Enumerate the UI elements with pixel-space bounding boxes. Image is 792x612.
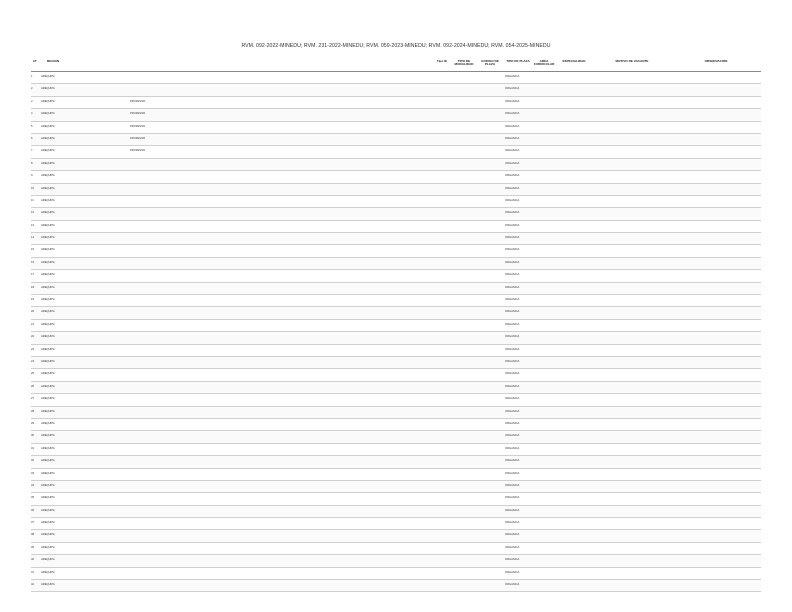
cell-cargo: PROFESOR	[130, 112, 146, 116]
table-row	[31, 481, 761, 493]
table-row	[31, 493, 761, 505]
cell-region: AREQUIPA	[41, 384, 55, 388]
table-row	[31, 394, 761, 406]
cell-tplaza: ORGANICA	[505, 260, 520, 264]
cell-n: 8	[31, 161, 33, 165]
table-row	[31, 233, 761, 245]
cell-n: 7	[31, 149, 33, 153]
cell-region: AREQUIPA	[41, 397, 55, 401]
vacancy-table	[31, 58, 761, 592]
cell-region: AREQUIPA	[41, 570, 55, 574]
cell-region: AREQUIPA	[41, 545, 55, 549]
cell-region: AREQUIPA	[41, 558, 55, 562]
cell-n: 16	[31, 260, 34, 264]
cell-n: 29	[31, 421, 34, 425]
cell-tplaza: ORGANICA	[505, 359, 520, 363]
header-cell: REGION	[46, 59, 60, 63]
cell-tplaza: ORGANICA	[505, 335, 520, 339]
cell-region: AREQUIPA	[41, 409, 55, 413]
table-row	[31, 221, 761, 233]
cell-tplaza: ORGANICA	[505, 459, 520, 463]
header-cell: TIPO DE MODALIDAD	[454, 59, 474, 67]
cell-region: AREQUIPA	[41, 483, 55, 487]
cell-tplaza: ORGANICA	[505, 298, 520, 302]
header-cell: CODIGO DE PLAZA	[481, 59, 499, 67]
cell-tplaza: ORGANICA	[505, 236, 520, 240]
table-row	[31, 419, 761, 431]
cell-n: 19	[31, 298, 34, 302]
cell-tplaza: ORGANICA	[505, 248, 520, 252]
cell-tplaza: ORGANICA	[505, 496, 520, 500]
cell-tplaza: ORGANICA	[505, 174, 520, 178]
cell-region: AREQUIPA	[41, 75, 55, 78]
cell-n: 31	[31, 446, 34, 450]
cell-n: 10	[31, 186, 34, 190]
cell-region: AREQUIPA	[41, 434, 55, 438]
cell-n: 34	[31, 483, 34, 487]
cell-tplaza: ORGANICA	[505, 136, 520, 140]
cell-tplaza: ORGANICA	[505, 186, 520, 190]
cell-region: AREQUIPA	[41, 359, 55, 363]
cell-n: 9	[31, 174, 33, 178]
cell-n: 40	[31, 558, 34, 562]
table-row	[31, 171, 761, 183]
table-row	[31, 332, 761, 344]
cell-n: 15	[31, 248, 34, 252]
table-row	[31, 469, 761, 481]
cell-region: AREQUIPA	[41, 99, 55, 103]
cell-n: 6	[31, 136, 33, 140]
cell-tplaza: ORGANICA	[505, 347, 520, 351]
table-row	[31, 159, 761, 171]
cell-region: AREQUIPA	[41, 248, 55, 252]
cell-region: AREQUIPA	[41, 533, 55, 537]
cell-region: AREQUIPA	[41, 112, 55, 116]
cell-tplaza: ORGANICA	[505, 310, 520, 314]
cell-n: 36	[31, 508, 34, 512]
cell-region: AREQUIPA	[41, 87, 55, 91]
cell-n: 28	[31, 409, 34, 413]
cell-region: AREQUIPA	[41, 285, 55, 289]
cell-cargo: PROFESOR	[130, 99, 146, 103]
cell-tplaza: ORGANICA	[505, 223, 520, 227]
cell-region: AREQUIPA	[41, 149, 55, 153]
cell-region: AREQUIPA	[41, 310, 55, 314]
table-row	[31, 543, 761, 555]
cell-tplaza: ORGANICA	[505, 521, 520, 525]
document-title: RVM. 092-2022-MINEDU; RVM. 231-2022-MINEDU; RVM. 059-2023-MINEDU; RVM. 092-2024-MINEDU; RVM. 054-2025-MINEDU	[241, 43, 551, 49]
cell-tplaza: ORGANICA	[505, 471, 520, 475]
table-row	[31, 506, 761, 518]
table-row	[31, 555, 761, 567]
cell-tplaza: ORGANICA	[505, 124, 520, 128]
cell-n: 41	[31, 570, 34, 574]
cell-region: AREQUIPA	[41, 136, 55, 140]
table-row	[31, 72, 761, 84]
cell-n: 22	[31, 335, 34, 339]
cell-n: 39	[31, 545, 34, 549]
table-row	[31, 258, 761, 270]
cell-tplaza: ORGANICA	[505, 99, 520, 103]
table-row	[31, 382, 761, 394]
cell-tplaza: ORGANICA	[505, 545, 520, 549]
cell-region: AREQUIPA	[41, 186, 55, 190]
cell-region: AREQUIPA	[41, 198, 55, 202]
cell-region: AREQUIPA	[41, 421, 55, 425]
header-cell: MOTIVO DE VACANTE	[615, 59, 649, 63]
header-cell: AREA CURRICULAR	[533, 59, 555, 67]
cell-region: AREQUIPA	[41, 236, 55, 240]
table-row	[31, 146, 761, 158]
table-body	[31, 72, 761, 592]
table-row	[31, 84, 761, 96]
cell-region: AREQUIPA	[41, 161, 55, 165]
cell-n: 27	[31, 397, 34, 401]
header-cell: OBSERVACIÓN	[704, 59, 728, 63]
cell-n: 24	[31, 359, 34, 363]
cell-region: AREQUIPA	[41, 298, 55, 302]
table-row	[31, 307, 761, 319]
cell-tplaza: ORGANICA	[505, 285, 520, 289]
cell-region: AREQUIPA	[41, 174, 55, 178]
cell-cargo: PROFESOR	[130, 136, 146, 140]
cell-tplaza: ORGANICA	[505, 446, 520, 450]
table-row	[31, 369, 761, 381]
table-row	[31, 568, 761, 580]
cell-tplaza: ORGANICA	[505, 508, 520, 512]
cell-region: AREQUIPA	[41, 446, 55, 450]
cell-n: 11	[31, 198, 34, 202]
table-row	[31, 97, 761, 109]
cell-tplaza: ORGANICA	[505, 570, 520, 574]
cell-n: 3	[31, 99, 33, 103]
cell-n: 35	[31, 496, 34, 500]
cell-n: 26	[31, 384, 34, 388]
cell-n: 32	[31, 459, 34, 463]
cell-tplaza: ORGANICA	[505, 198, 520, 202]
cell-n: 37	[31, 521, 34, 525]
cell-tplaza: ORGANICA	[505, 149, 520, 153]
table-row	[31, 295, 761, 307]
cell-tplaza: ORGANICA	[505, 583, 520, 587]
cell-tplaza: ORGANICA	[505, 273, 520, 277]
table-row	[31, 431, 761, 443]
table-row	[31, 184, 761, 196]
cell-n: 17	[31, 273, 34, 277]
cell-n: 12	[31, 211, 34, 215]
cell-tplaza: ORGANICA	[505, 434, 520, 438]
cell-tplaza: ORGANICA	[505, 409, 520, 413]
cell-tplaza: ORGANICA	[505, 372, 520, 376]
cell-n: 4	[31, 112, 33, 116]
cell-region: AREQUIPA	[41, 211, 55, 215]
table-row	[31, 270, 761, 282]
cell-cargo: PROFESOR	[130, 149, 146, 153]
table-row	[31, 283, 761, 295]
cell-region: AREQUIPA	[41, 260, 55, 264]
header-cell: ESPECIALIDAD	[562, 59, 586, 63]
cell-tplaza: ORGANICA	[505, 384, 520, 388]
cell-region: AREQUIPA	[41, 124, 55, 128]
cell-n: 33	[31, 471, 34, 475]
table-row	[31, 407, 761, 419]
cell-n: 20	[31, 310, 34, 314]
cell-tplaza: ORGANICA	[505, 397, 520, 401]
table-row	[31, 320, 761, 332]
cell-n: 38	[31, 533, 34, 537]
cell-n: 21	[31, 322, 34, 326]
cell-region: AREQUIPA	[41, 496, 55, 500]
cell-n: 13	[31, 223, 34, 227]
cell-tplaza: ORGANICA	[505, 75, 520, 78]
table-row	[31, 456, 761, 468]
cell-region: AREQUIPA	[41, 273, 55, 277]
table-row	[31, 196, 761, 208]
cell-n: 25	[31, 372, 34, 376]
cell-region: AREQUIPA	[41, 223, 55, 227]
cell-region: AREQUIPA	[41, 471, 55, 475]
table-row	[31, 134, 761, 146]
cell-tplaza: ORGANICA	[505, 112, 520, 116]
table-row	[31, 345, 761, 357]
cell-n: 30	[31, 434, 34, 438]
cell-n: 2	[31, 87, 33, 91]
cell-tplaza: ORGANICA	[505, 87, 520, 91]
cell-tplaza: ORGANICA	[505, 211, 520, 215]
table-row	[31, 122, 761, 134]
cell-region: AREQUIPA	[41, 335, 55, 339]
table-row	[31, 109, 761, 121]
cell-tplaza: ORGANICA	[505, 161, 520, 165]
cell-region: AREQUIPA	[41, 322, 55, 326]
header-cell: Nº	[33, 59, 37, 63]
cell-region: AREQUIPA	[41, 347, 55, 351]
cell-n: 5	[31, 124, 33, 128]
cell-n: 14	[31, 236, 34, 240]
cell-cargo: PROFESOR	[130, 124, 146, 128]
table-row	[31, 518, 761, 530]
table-row	[31, 444, 761, 456]
cell-region: AREQUIPA	[41, 521, 55, 525]
table-header	[31, 58, 761, 72]
cell-region: AREQUIPA	[41, 508, 55, 512]
table-row	[31, 245, 761, 257]
cell-region: AREQUIPA	[41, 459, 55, 463]
table-row	[31, 208, 761, 220]
table-row	[31, 580, 761, 592]
cell-n: 42	[31, 583, 34, 587]
cell-tplaza: ORGANICA	[505, 322, 520, 326]
cell-tplaza: ORGANICA	[505, 483, 520, 487]
cell-n: 18	[31, 285, 34, 289]
header-cell: TIPO DE PLAZA	[506, 59, 530, 63]
cell-tplaza: ORGANICA	[505, 533, 520, 537]
table-row	[31, 530, 761, 542]
cell-region: AREQUIPA	[41, 372, 55, 376]
cell-n: 23	[31, 347, 34, 351]
table-row	[31, 357, 761, 369]
cell-n: 1	[31, 75, 33, 78]
cell-tplaza: ORGANICA	[505, 421, 520, 425]
header-cell: Tipo IE	[436, 59, 448, 63]
cell-tplaza: ORGANICA	[505, 558, 520, 562]
cell-region: AREQUIPA	[41, 583, 55, 587]
